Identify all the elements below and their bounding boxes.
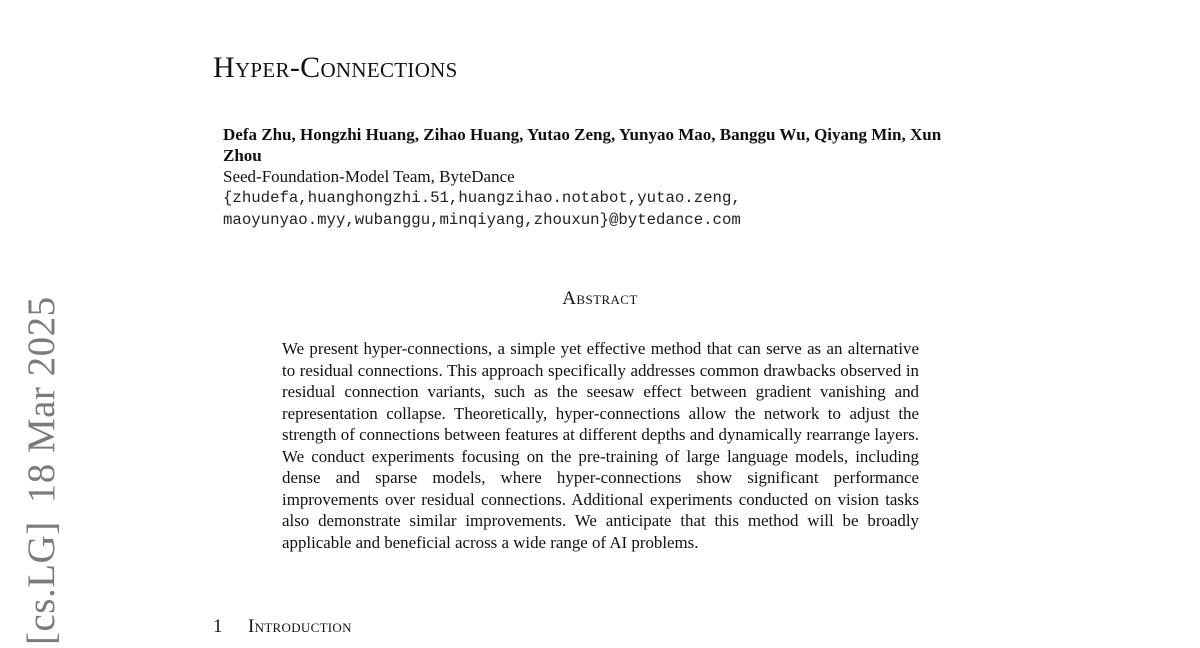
author-list: Defa Zhu, Hongzhi Huang, Zihao Huang, Yutao Zeng, Yunyao Mao, Banggu Wu, Qiyang Min, Xun Zhou [223, 125, 942, 165]
arxiv-date: 18 Mar 2025 [20, 296, 63, 504]
section-title: Introduction [248, 616, 352, 637]
abstract-heading: Abstract [562, 288, 638, 309]
email-line: {zhudefa,huanghongzhi.51,huangzihao.notabot,yutao.zeng, [223, 189, 741, 207]
email-line: maoyunyao.myy,wubanggu,minqiyang,zhouxun}@bytedance.com [223, 211, 741, 229]
arxiv-category: [cs.LG] [20, 521, 63, 645]
abstract-text: We present hyper-connections, a simple yet effective method that can serve as an alternative to residual connections. This approach specifically addresses common drawbacks observed in residual connection variants, such as the seesaw effect between gradient vanishing and representation collapse. Theoretically, hyper-connections allow the network to adjust the strength of connections between features at different depths and dynamically rearrange layers. We conduct experiments focusing on the pre-training of large language models, including dense and sparse models, where hyper-connections show significant performance improvements over residual connections. Additional experiments conducted on vision tasks also demonstrate similar improvements. We anticipate that this method will be broadly applicable and beneficial across a wide range of AI problems. [282, 339, 919, 552]
section-heading-introduction [213, 615, 352, 639]
paper-title: Hyper-Connections [213, 51, 458, 84]
affiliation: Seed-Foundation-Model Team, ByteDance [223, 167, 515, 186]
arxiv-stamp [18, 296, 66, 645]
email-list [223, 187, 741, 231]
section-number: 1 [213, 616, 223, 637]
